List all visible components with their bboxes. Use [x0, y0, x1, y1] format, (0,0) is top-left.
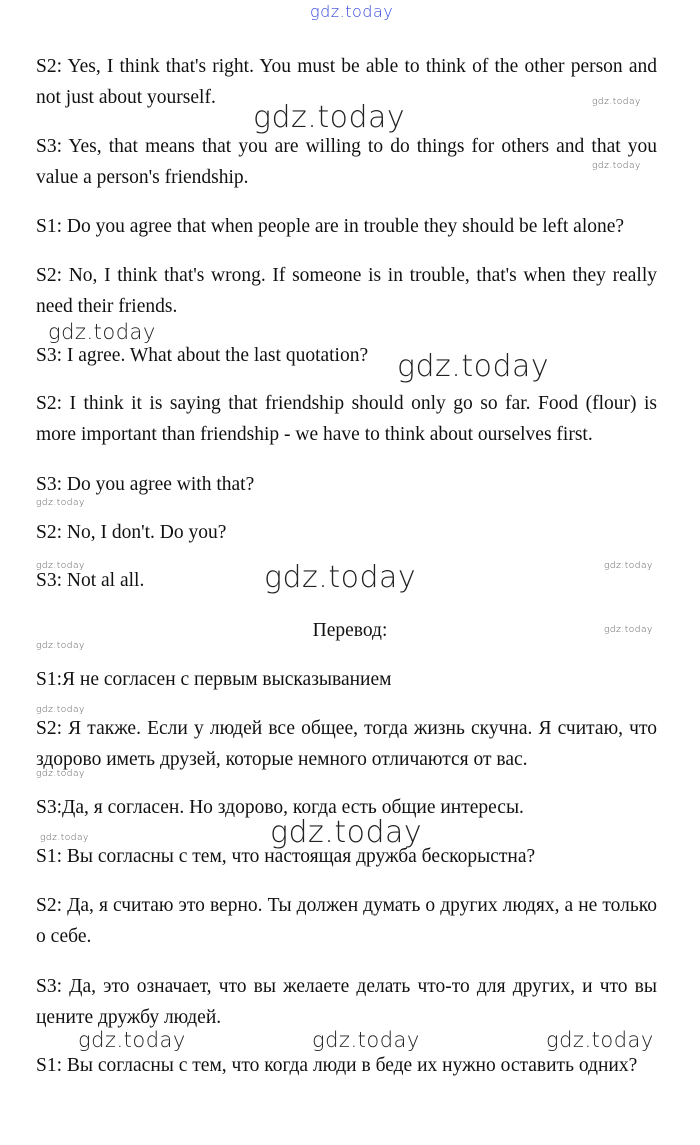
- watermark: gdz.today: [604, 561, 653, 571]
- watermark: gdz.today: [36, 561, 85, 571]
- watermark: gdz.today: [36, 641, 85, 651]
- paragraph: S1: Вы согласны с тем, что настоящая дружба бескорыстна?: [36, 846, 536, 867]
- paragraph: S2: No, I think that's wrong. If someone is in trouble, that's when they really need their friends.: [36, 265, 657, 317]
- watermark: gdz.today: [397, 349, 550, 384]
- paragraph: S1: Do you agree that when people are in trouble they should be left alone?: [36, 216, 625, 237]
- watermark: gdz.today: [48, 320, 156, 344]
- paragraph: S3: Do you agree with that?: [36, 474, 255, 495]
- watermark: gdz.today: [604, 625, 653, 635]
- paragraph: S3: I agree. What about the last quotation?: [36, 345, 369, 366]
- paragraph: S2: No, I don't. Do you?: [36, 522, 227, 543]
- watermark: gdz.today: [270, 815, 423, 850]
- watermark: gdz.today: [592, 161, 641, 171]
- paragraph: S3:Да, я согласен. Но здорово, когда есть общие интересы.: [36, 797, 524, 818]
- translation-heading: Перевод:: [312, 620, 388, 641]
- watermark: gdz.today: [546, 1028, 654, 1052]
- watermark: gdz.today: [312, 1028, 420, 1052]
- watermark: gdz.today: [78, 1028, 186, 1052]
- paragraph: S1: Вы согласны с тем, что когда люди в беде их нужно оставить одних?: [36, 1055, 638, 1076]
- watermark: gdz.today: [264, 560, 417, 595]
- paragraph: S3: Yes, that means that you are willing to do things for others and that you value a person's friendship.: [36, 136, 657, 188]
- paragraph: S2: Yes, I think that's right. You must be able to think of the other person and not just about yourself.: [36, 56, 657, 108]
- paragraph: S2: I think it is saying that friendship should only go so far. Food (flour) is more important than friendship - we have to think about ourselves first.: [36, 393, 657, 445]
- paragraph: S3: Да, это означает, что вы желаете делать что-то для других, и что вы цените дружбу людей.: [36, 976, 657, 1028]
- watermark: gdz.today: [36, 498, 85, 508]
- paragraph: S2: Я также. Если у людей все общее, тогда жизнь скучна. Я считаю, что здорово иметь друзей, которые немного отличаются от вас.: [36, 718, 657, 770]
- watermark: gdz.today: [36, 705, 85, 715]
- paragraph: S3: Not al all.: [36, 570, 145, 591]
- watermark: gdz.today: [36, 769, 85, 779]
- paragraph: S1:Я не согласен с первым высказыванием: [36, 669, 392, 690]
- watermark: gdz.today: [40, 833, 89, 843]
- watermark: gdz.today: [310, 2, 394, 21]
- watermark: gdz.today: [253, 100, 406, 135]
- paragraph: S2: Да, я считаю это верно. Ты должен думать о других людях, а не только о себе.: [36, 895, 657, 947]
- watermark: gdz.today: [592, 97, 641, 107]
